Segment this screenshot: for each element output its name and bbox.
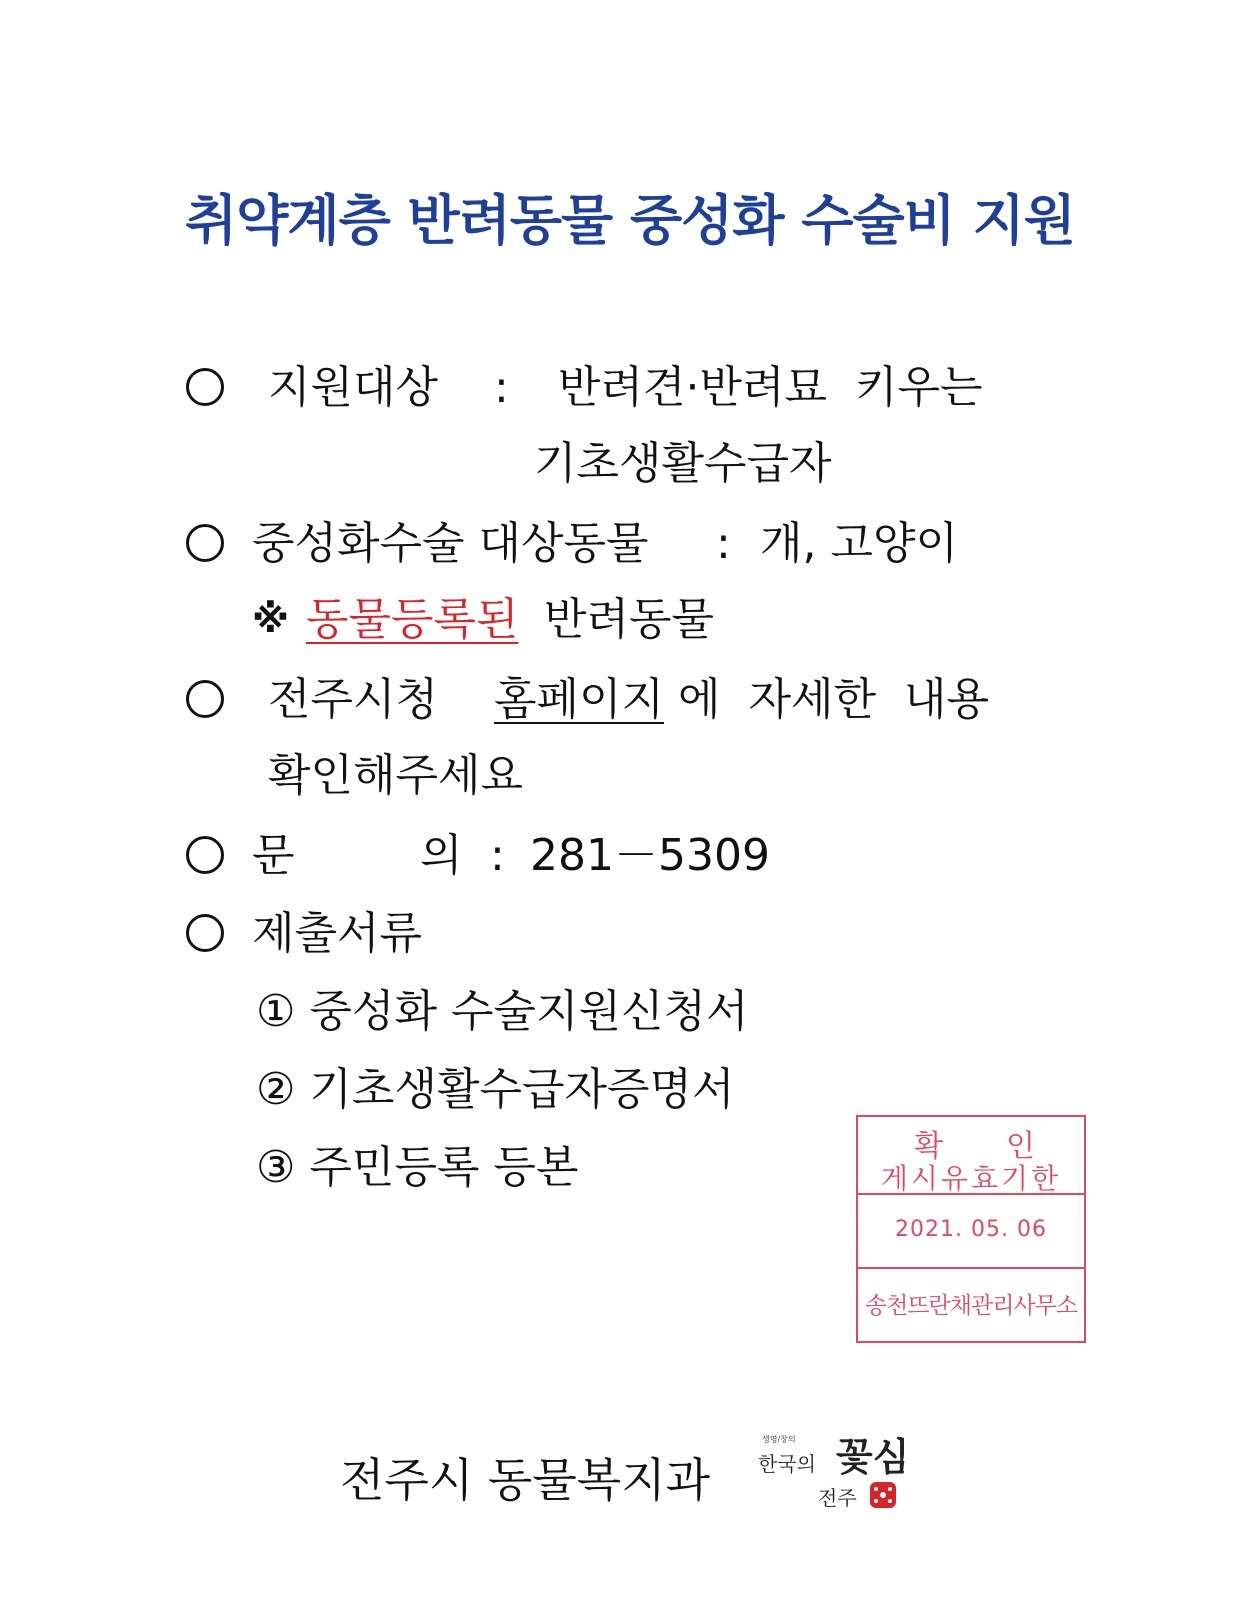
flower-emblem-icon — [868, 1480, 898, 1510]
homepage-line2: 확인해주세요 — [268, 750, 524, 801]
inquiry-label-1: 문 — [252, 830, 295, 881]
note-rest: 반려동물 — [544, 594, 715, 645]
page-title: 취약계층 반려동물 중성화 수술비 지원 — [185, 189, 1075, 252]
stamp-office: 송천뜨란채관리사무소 — [864, 1293, 1078, 1319]
target-separator: : — [494, 362, 509, 413]
inquiry-phone: 281－5309 — [530, 830, 770, 881]
inquiry-separator: : — [490, 830, 505, 881]
animals-value: 개, 고양이 — [760, 518, 958, 569]
stamp-subtitle: 게시유효기한 — [880, 1162, 1062, 1195]
docs-label: 제출서류 — [252, 908, 423, 959]
homepage-prefix: 전주시청 — [268, 674, 439, 725]
note-highlight: 동물등록된 — [306, 594, 519, 645]
note-mark: ※ — [252, 597, 289, 641]
homepage-link[interactable]: 홈페이지 — [494, 674, 665, 725]
jeonju-city-logo: 생명/창의 한국의 꽃심 전주 — [758, 1434, 910, 1510]
docs-item-2: ② 기초생활수급자증명서 — [256, 1064, 735, 1115]
bullet-circle-icon — [186, 524, 224, 562]
inquiry-label-2: 의 — [420, 830, 463, 881]
department-name: 전주시 동물복지과 — [340, 1453, 711, 1507]
target-value-line2: 기초생활수급자 — [534, 438, 832, 489]
docs-item-1: ① 중성화 수술지원신청서 — [256, 986, 749, 1037]
target-label: 지원대상 — [268, 362, 439, 413]
target-value-line1: 반려견·반려묘 키우는 — [558, 362, 983, 413]
bullet-circle-icon — [186, 836, 224, 874]
posting-approval-stamp — [856, 1115, 1086, 1343]
stamp-date: 2021. 05. 06 — [895, 1217, 1047, 1242]
docs-item-3: ③ 주민등록 등본 — [256, 1142, 579, 1193]
animals-label: 중성화수술 대상동물 — [252, 518, 649, 569]
animals-separator: : — [716, 518, 731, 569]
bullet-circle-icon — [186, 368, 224, 406]
bullet-circle-icon — [186, 680, 224, 718]
homepage-suffix: 에 자세한 내용 — [678, 674, 989, 725]
bullet-circle-icon — [186, 914, 224, 952]
stamp-top-right: 인 — [1006, 1129, 1035, 1164]
stamp-top-left: 확 — [914, 1129, 943, 1164]
